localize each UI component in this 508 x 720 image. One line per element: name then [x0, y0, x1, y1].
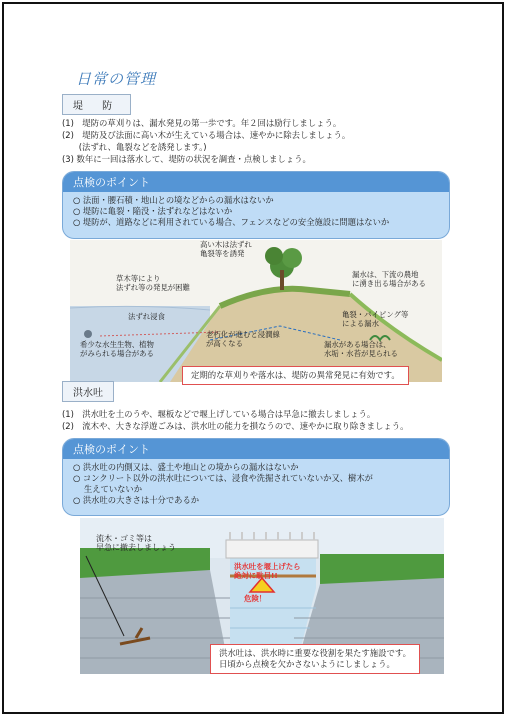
label-erosion: 法ずれ浸食	[128, 312, 165, 321]
section-tag-spillway: 洪水吐	[62, 381, 114, 402]
section-tag-levee: 堤 防	[62, 94, 131, 115]
list-item: (1) 洪水吐を土のうや、堰板などで堰上げしている場合は早急に撤去しましょう。	[62, 409, 376, 419]
list-item: (2) 流木や、大きな浮遊ごみは、洪水吐の能力を損なうので、速やかに取り除きましょう。	[62, 421, 409, 431]
points-heading: 点検のポイント	[63, 172, 449, 192]
levee-callout: 定期的な草刈りや落水は、堤防の異常発見に有効です。	[182, 366, 409, 385]
label-no-raising: 洪水吐を堰上げたら 絶対に駄目!!	[234, 562, 301, 580]
list-item: (2) 堤防及び法面に高い木が生えている場合は、速やかに除去しましょう。	[62, 130, 351, 140]
levee-inspection-points	[62, 171, 450, 239]
point-item: ○ 法面・腰石積・地山との境などからの漏水はないか	[73, 195, 274, 205]
label-aging: 老朽化が進むと浸潤線 が高くなる	[206, 330, 280, 348]
label-moss: 漏水がある場合は、 水垢・水苔が見られる	[324, 340, 398, 358]
label-creatures: 希少な水生生物、植物 がみられる場合がある	[80, 340, 154, 358]
levee-illustration	[70, 240, 442, 382]
points-heading: 点検のポイント	[63, 439, 449, 459]
label-weeds: 草木等により 法ずれ等の発見が困難	[116, 274, 190, 292]
spillway-list	[62, 408, 409, 432]
list-item: (3) 数年に一回は落水して、堤防の状況を調査・点検しましょう。	[62, 154, 311, 164]
label-tall-tree: 高い木は法ずれ 亀裂等を誘発	[200, 240, 252, 258]
label-danger: 危険！	[244, 594, 267, 603]
label-crack: 亀裂・パイピング等 による漏水	[342, 310, 409, 328]
spillway-callout: 洪水吐は、洪水時に重要な役割を果たす施設です。 日頃から点検を欠かさないようにしましょう。	[210, 644, 420, 674]
list-item: (1) 堤防の草刈りは、漏水発見の第一歩です。年２回は励行しましょう。	[62, 118, 342, 128]
label-leak: 漏水は、下流の農地 に湧き出る場合がある	[352, 270, 426, 288]
point-item: ○ コンクリート以外の洪水吐については、浸食や洗掘されていないか又、樹木が	[73, 473, 373, 483]
spillway-inspection-points	[62, 438, 450, 516]
levee-list	[62, 117, 350, 165]
page-title: 日常の管理	[76, 70, 157, 88]
point-item: ○ 堤防が、道路などに利用されている場合、フェンスなどの安全施設に問題はないか	[73, 217, 390, 227]
point-item: ○ 洪水吐の大きさは十分であるか	[73, 495, 200, 505]
point-item: ○ 堤防に亀裂・陥没・法ずれなどはないか	[73, 206, 233, 216]
point-item: ○ 洪水吐の内側又は、盛土や地山との境からの漏水はないか	[73, 462, 299, 472]
point-item: 生えていないか	[73, 484, 143, 494]
document-page	[2, 2, 504, 714]
label-driftwood: 流木・ゴミ等は 早急に撤去しましょう	[96, 534, 176, 552]
list-item: (法ずれ、亀裂などを誘発します。)	[62, 142, 207, 152]
